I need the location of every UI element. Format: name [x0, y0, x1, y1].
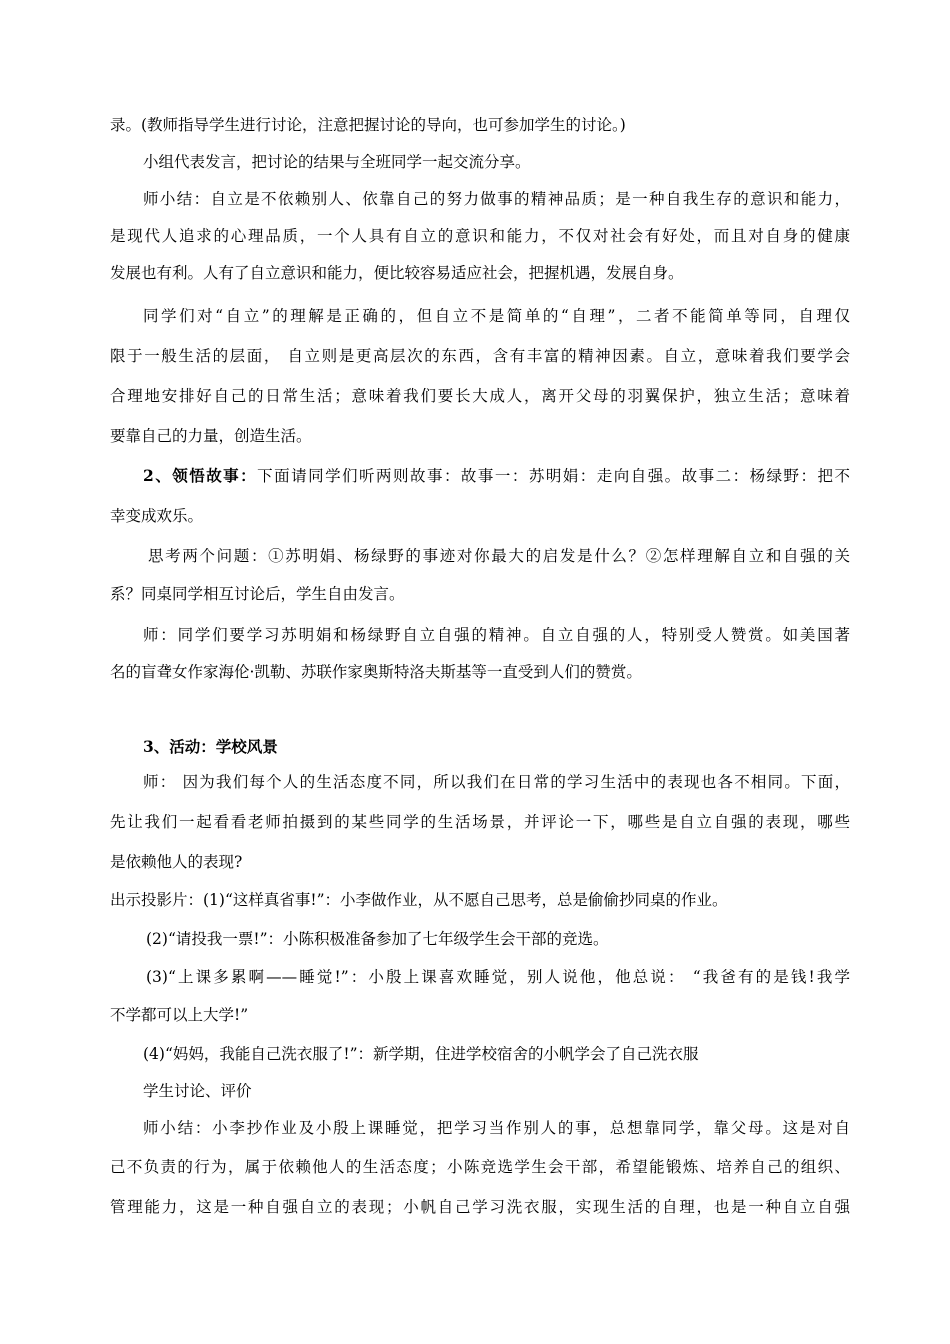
paragraph-line: 同学们对“自立”的理解是正确的，但自立不是简单的“自理”，二者不能简单等同，自理仅	[143, 307, 850, 325]
paragraph-line: 学生讨论、评价	[143, 1082, 252, 1100]
paragraph-line: 发展也有利。人有了自立意识和能力，便比较容易适应社会，把握机遇，发展自身。	[110, 264, 684, 282]
paragraph-line: 出示投影片：(1)“这样真省事!”：小李做作业，从不愿自己思考，总是偷偷抄同桌的作业。	[110, 891, 728, 909]
section-text: 下面请同学们听两则故事：故事一：苏明娟：走向自强。故事二：杨绿野：把不	[257, 467, 850, 485]
paragraph-line: 系？同桌同学相互讨论后，学生自由发言。	[110, 585, 405, 603]
paragraph-line: 管理能力，这是一种自强自立的表现；小帆自己学习洗衣服，实现生活的自理，也是一种自立自强	[110, 1198, 850, 1216]
paragraph-line: 要靠自己的力量，创造生活。	[110, 427, 312, 445]
paragraph-line: 限于一般生活的层面， 自立则是更高层次的东西，含有丰富的精神因素。自立，意味着我们要学会	[110, 347, 850, 365]
section-2-first-line	[143, 465, 850, 487]
section-heading: 3、活动：学校风景	[143, 737, 278, 756]
paragraph-line: 是依赖他人的表现?	[110, 853, 243, 871]
paragraph-line: 师小结：小李抄作业及小殷上课睡觉，把学习当作别人的事，总想靠同学，靠父母。这是对自	[143, 1119, 850, 1137]
paragraph-line: (3)“上课多累啊——睡觉!”：小殷上课喜欢睡觉，别人说他，他总说： “我爸有的是钱!我学	[146, 968, 850, 986]
section-heading: 2、领悟故事：	[143, 466, 258, 485]
paragraph-line: (4)“妈妈，我能自己洗衣服了!”：新学期，住进学校宿舍的小帆学会了自己洗衣服	[143, 1045, 699, 1063]
paragraph-line: 师： 因为我们每个人的生活态度不同，所以我们在日常的学习生活中的表现也各不相同。下面，	[143, 773, 850, 791]
paragraph-line: 名的盲聋女作家海伦·凯勒、苏联作家奥斯特洛夫斯基等一直受到人们的赞赏。	[110, 663, 642, 681]
paragraph-line: 师：同学们要学习苏明娟和杨绿野自立自强的精神。自立自强的人，特别受人赞赏。如美国著	[143, 626, 850, 644]
paragraph-line: 小组代表发言，把讨论的结果与全班同学一起交流分享。	[143, 153, 531, 171]
paragraph-line: 先让我们一起看看老师拍摄到的某些同学的生活场景，并评论一下，哪些是自立自强的表现，哪些	[110, 813, 850, 831]
paragraph-line: 己不负责的行为，属于依赖他人的生活态度；小陈竞选学生会干部，希望能锻炼、培养自己的组织、	[110, 1158, 850, 1176]
paragraph-line: (2)“请投我一票!”：小陈积极准备参加了七年级学生会干部的竞选。	[146, 930, 609, 948]
paragraph-line: 录。(教师指导学生进行讨论，注意把握讨论的导向，也可参加学生的讨论。)	[110, 116, 626, 134]
paragraph-line: 合理地安排好自己的日常生活；意味着我们要长大成人，离开父母的羽翼保护，独立生活；意味着	[110, 387, 850, 405]
paragraph-line: 思考两个问题：①苏明娟、杨绿野的事迹对你最大的启发是什么？②怎样理解自立和自强的关	[148, 547, 850, 565]
paragraph-line: 师小结：自立是不依赖别人、依靠自己的努力做事的精神品质；是一种自我生存的意识和能力，	[143, 190, 850, 208]
paragraph-line: 是现代人追求的心理品质，一个人具有自立的意识和能力，不仅对社会有好处，而且对自身的健康	[110, 227, 850, 245]
paragraph-line: 不学都可以上大学!”	[110, 1006, 249, 1024]
paragraph-line: 幸变成欢乐。	[110, 507, 204, 525]
